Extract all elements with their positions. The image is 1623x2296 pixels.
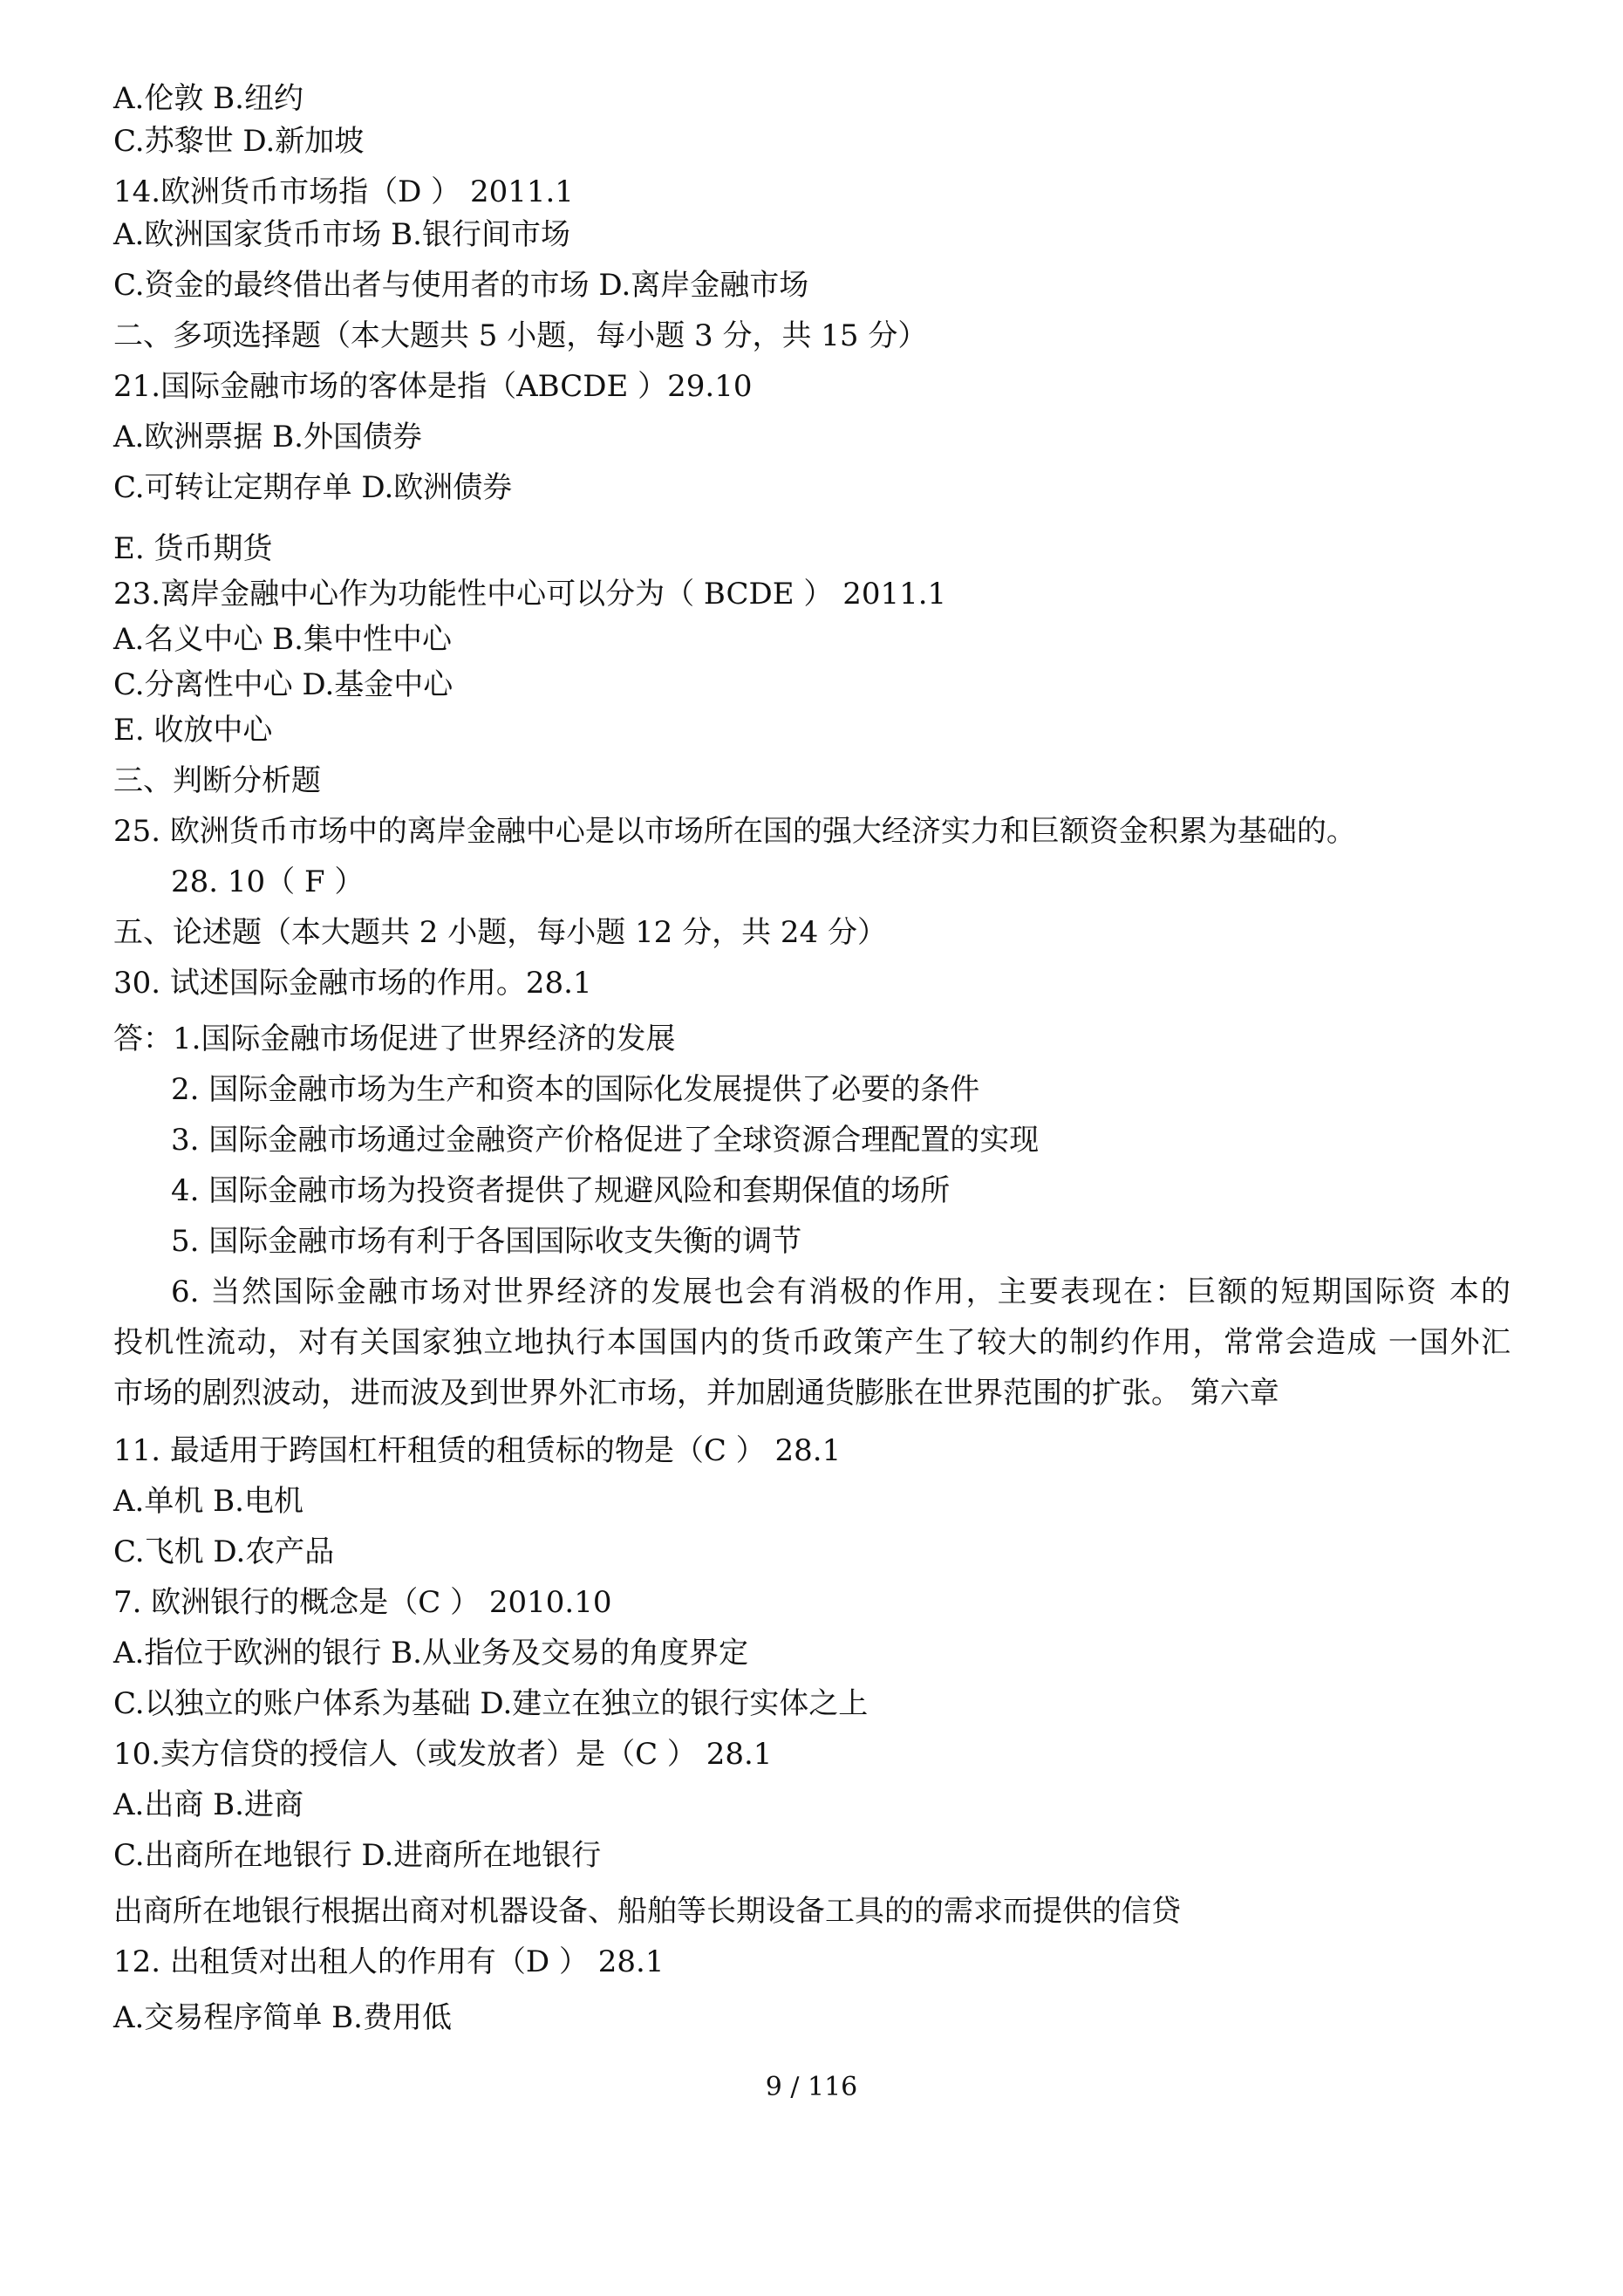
- answer-line: 答：1.国际金融市场促进了世界经济的发展: [113, 1022, 676, 1056]
- answer-line: 5. 国际金融市场有利于各国国际收支失衡的调节: [171, 1224, 802, 1259]
- text-line: 25. 欧洲货币市场中的离岸金融中心是以市场所在国的强大经济实力和巨额资金积累为基础的。: [113, 814, 1356, 849]
- text-line: 7. 欧洲银行的概念是（C ） 2010.10: [113, 1585, 612, 1620]
- text-line: 21.国际金融市场的客体是指（ABCDE ）29.10: [113, 369, 753, 404]
- text-line: A.交易程序简单 B.费用低: [113, 2000, 452, 2035]
- text-line: E. 收放中心: [113, 713, 273, 748]
- text-line: 23.离岸金融中心作为功能性中心可以分为（ BCDE ） 2011.1: [113, 577, 947, 612]
- text-line: A.指位于欧洲的银行 B.从业务及交易的角度界定: [113, 1636, 748, 1671]
- text-line: C.资金的最终借出者与使用者的市场 D.离岸金融市场: [113, 268, 809, 303]
- text-line: C.出商所在地银行 D.进商所在地银行: [113, 1838, 602, 1873]
- text-line: 10.卖方信贷的授信人（或发放者）是（C ） 28.1: [113, 1737, 773, 1772]
- text-line: 30. 试述国际金融市场的作用。28.1: [113, 966, 592, 1001]
- text-line: A.伦敦 B.纽约: [113, 81, 303, 116]
- section-heading: 五、论述题（本大题共 2 小题，每小题 12 分，共 24 分）: [113, 915, 888, 950]
- text-line: A.欧洲国家货币市场 B.银行间市场: [113, 217, 570, 252]
- text-line: C.苏黎世 D.新加坡: [113, 124, 365, 159]
- answer-line: 2. 国际金融市场为生产和资本的国际化发展提供了必要的条件: [171, 1072, 980, 1107]
- text-line: C.可转让定期存单 D.欧洲债券: [113, 470, 513, 505]
- text-line: 12. 出租赁对出租人的作用有（D ） 28.1: [113, 1944, 665, 1979]
- answer-line: 投机性流动，对有关国家独立地执行本国国内的货币政策产生了较大的制约作用，常常会造成 一国外汇: [113, 1325, 1510, 1360]
- answer-line: 4. 国际金融市场为投资者提供了规避风险和套期保值的场所: [171, 1173, 951, 1208]
- text-line: A.名义中心 B.集中性中心: [113, 622, 452, 657]
- text-line: A.欧洲票据 B.外国债券: [113, 420, 422, 454]
- text-line: A.单机 B.电机: [113, 1484, 303, 1519]
- text-line: C.飞机 D.农产品: [113, 1534, 335, 1569]
- text-line: C.以独立的账户体系为基础 D.建立在独立的银行实体之上: [113, 1686, 869, 1721]
- text-line: C.分离性中心 D.基金中心: [113, 667, 453, 702]
- text-line: 14.欧洲货币市场指（D ） 2011.1: [113, 174, 574, 209]
- page-number: 9 / 116: [765, 2072, 858, 2102]
- text-line: 11. 最适用于跨国杠杆租赁的租赁标的物是（C ） 28.1: [113, 1433, 842, 1468]
- answer-line: 市场的剧烈波动，进而波及到世界外汇市场，并加剧通货膨胀在世界范围的扩张。 第六章: [113, 1376, 1279, 1411]
- section-heading: 二、多项选择题（本大题共 5 小题，每小题 3 分，共 15 分）: [113, 318, 928, 353]
- text-line: 出商所在地银行根据出商对机器设备、船舶等长期设备工具的的需求而提供的信贷: [113, 1894, 1181, 1929]
- text-line: E. 货币期货: [113, 531, 273, 566]
- text-line: A.出商 B.进商: [113, 1787, 303, 1822]
- answer-line: 3. 国际金融市场通过金融资产价格促进了全球资源合理配置的实现: [171, 1123, 1040, 1158]
- section-heading: 三、判断分析题: [113, 763, 321, 798]
- answer-line: 6. 当然国际金融市场对世界经济的发展也会有消极的作用，主要表现在：巨额的短期国际资 本的: [171, 1274, 1510, 1309]
- text-line: 28. 10（ F ）: [171, 864, 365, 899]
